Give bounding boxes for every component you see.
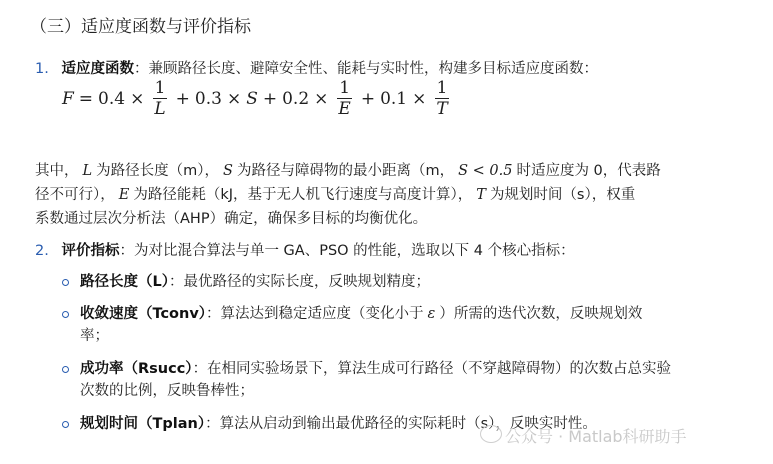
bullet-2: 收敛速度（Tconv）：算法达到稳定适应度（变化小于 ε ）所需的迭代次数，反映规划效: [80, 306, 643, 322]
bullet-3-cont: 次数的比例，反映鲁棒性；: [80, 383, 254, 399]
item-1-desc: ：兼顾路径长度、避障安全性、能耗与实时性，构建多目标适应度函数：: [133, 61, 598, 77]
item-1-title: 适应度函数: [61, 61, 134, 77]
formula-w1: 0.4: [98, 88, 126, 109]
explain-line-2: 径不可行）， E 为路径能耗（kJ，基于无人机飞行速度与高度计算）， T 为规划时间（s），权重: [35, 187, 636, 203]
bullet-marker-4: [62, 421, 69, 428]
item-1: [35, 58, 598, 80]
item-2-title: 评价指标: [61, 243, 120, 259]
watermark: 公众号 · Matlab科研助手: [505, 427, 687, 446]
explain-line-1: 其中， L 为路径长度（m）， S 为路径与障碍物的最小距离（m， S < 0.5 时适应度为 0，代表路: [35, 163, 661, 179]
formula-frac-T: $\frac{1}{T}$: [436, 78, 448, 119]
formula-times-2: ×: [226, 88, 242, 109]
formula-plus-1: +: [175, 88, 190, 109]
formula-times-1: ×: [130, 88, 145, 109]
formula-w2: 0.3: [194, 88, 222, 109]
explain-line-3: 系数通过层次分析法（AHP）确定，确保多目标的均衡优化。: [35, 211, 428, 227]
bullet-1: 路径长度（L）：最优路径的实际长度，反映规划精度；: [80, 274, 430, 290]
formula-w4: 0.1: [380, 88, 408, 109]
item-2: [35, 240, 575, 262]
section-heading: （三）适应度函数与评价指标: [30, 17, 251, 37]
bullet-marker-2: [62, 311, 69, 318]
formula-plus-3: +: [360, 88, 376, 109]
item-2-number: 2.: [35, 243, 49, 259]
formula-eq: =: [78, 88, 94, 109]
wechat-logo-icon: [480, 425, 502, 443]
bullet-3: 成功率（Rsucc）：在相同实验场景下，算法生成可行路径（不穿越障碍物）的次数占总实验: [80, 361, 672, 377]
formula-plus-2: +: [262, 88, 278, 109]
bullet-marker-3: [62, 366, 69, 373]
bullet-2-cont: 率；: [80, 328, 109, 344]
item-2-desc: ：为对比混合算法与单一 GA、PSO 的性能，选取以下 4 个核心指标：: [119, 243, 575, 259]
formula-w3: 0.2: [282, 88, 310, 109]
formula-F: F: [62, 88, 74, 109]
formula-frac-L: $\frac{1}{L}$: [154, 78, 166, 119]
bullet-4: 规划时间（Tplan）：算法从启动到输出最优路径的实际耗时（s），反映实时性。: [80, 416, 597, 432]
item-1-number: 1.: [35, 61, 49, 77]
formula-S: S: [246, 88, 258, 109]
fitness-formula: [62, 78, 453, 119]
bullet-marker-1: [62, 279, 69, 286]
formula-times-3: ×: [314, 88, 329, 109]
formula-frac-E: $\frac{1}{E}$: [338, 78, 351, 119]
formula-times-4: ×: [412, 88, 427, 109]
